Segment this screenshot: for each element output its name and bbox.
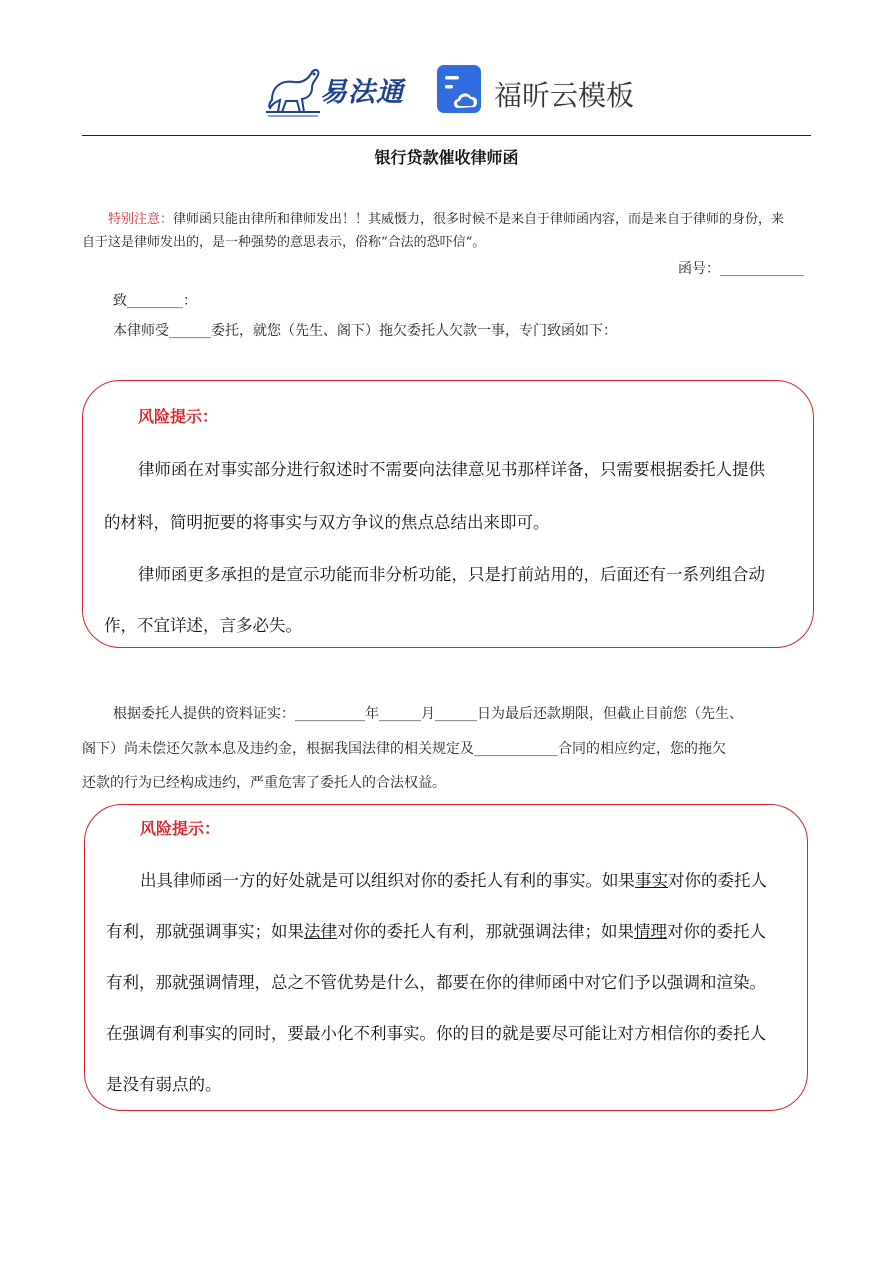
intro-paragraph: 本律师受______委托，就您（先生、阁下）拖欠委托人欠款一事，专门致函如下： <box>113 323 617 339</box>
yifatong-logo <box>262 62 414 118</box>
risk-tip-2-line-3: 有利，那就强调情理，总之不管优势是什么，都要在你的律师函中对它们予以强调和渲染。 <box>106 973 766 992</box>
risk-tip-2-line-5: 是没有弱点的。 <box>106 1075 222 1094</box>
recipient-line: 致________： <box>113 293 197 309</box>
risk-tip-heading-1: 风险提示： <box>138 407 219 426</box>
risk-tip-2-line-4: 在强调有利事实的同时，要最小化不利事实。你的目的就是要尽可能让对方相信你的委托人 <box>106 1024 766 1043</box>
body-line-2: 阁下）尚未偿还欠款本息及违约金，根据我国法律的相关规定及____________合同的相应约定，您的拖欠 <box>82 741 726 757</box>
logo-left-text: 易法通 <box>320 77 404 108</box>
body-line-3: 还款的行为已经构成违约，严重危害了委托人的合法权益。 <box>82 775 446 791</box>
tip2-line2-part-b: 对你的委托人有利，那就强调法律；如果 <box>337 922 634 941</box>
logo-right-text: 福昕云模板 <box>494 79 635 112</box>
notice-label: 特别注意： <box>108 212 174 227</box>
tip2-underlined-fact: 事实 <box>635 871 668 890</box>
horse-icon <box>262 62 324 118</box>
notice-line1: 律师函只能由律所和律师发出！！其威慑力，很多时候不是来自于律师函内容，而是来自于律师的身份，来 <box>173 212 785 227</box>
cloud-document-icon <box>436 64 486 116</box>
tip2-underlined-reason: 情理 <box>634 922 667 941</box>
risk-tip-1-line-1: 律师函在对事实部分进行叙述时不需要向法律意见书那样详备，只需要根据委托人提供 <box>138 460 765 479</box>
document-title: 银行贷款催收律师函 <box>374 148 519 167</box>
risk-tip-1-line-4: 作，不宜详述，言多必失。 <box>104 616 302 635</box>
body-line-1: 根据委托人提供的资料证实：__________年______月______日为最后还款期限，但截止目前您（先生、 <box>113 706 743 722</box>
header-divider <box>82 135 811 136</box>
risk-tip-2-line-1 <box>140 867 767 891</box>
letter-number: 函号：____________ <box>678 261 804 277</box>
tip2-line2-part-c: 对你的委托人 <box>667 922 766 941</box>
risk-tip-box-2 <box>84 804 808 1111</box>
tip2-line2-part-a: 有利，那就强调事实；如果 <box>106 922 304 941</box>
foxit-template-logo <box>436 64 646 118</box>
risk-tip-heading-2: 风险提示： <box>140 819 221 838</box>
risk-tip-1-line-3: 律师函更多承担的是宣示功能而非分析功能，只是打前站用的，后面还有一系列组合动 <box>138 565 765 584</box>
tip2-underlined-law: 法律 <box>304 922 337 941</box>
notice-line2: 自于这是律师发出的，是一种强势的意思表示，俗称“合法的恐吓信“。 <box>82 235 486 250</box>
tip2-line1-part-b: 对你的委托人 <box>668 871 767 890</box>
risk-tip-1-line-2: 的材料，简明扼要的将事实与双方争议的焦点总结出来即可。 <box>104 513 550 532</box>
tip2-line1-part-a: 出具律师函一方的好处就是可以组织对你的委托人有利的事实。如果 <box>140 871 635 890</box>
risk-tip-2-line-2 <box>106 918 766 942</box>
special-notice <box>82 208 817 254</box>
